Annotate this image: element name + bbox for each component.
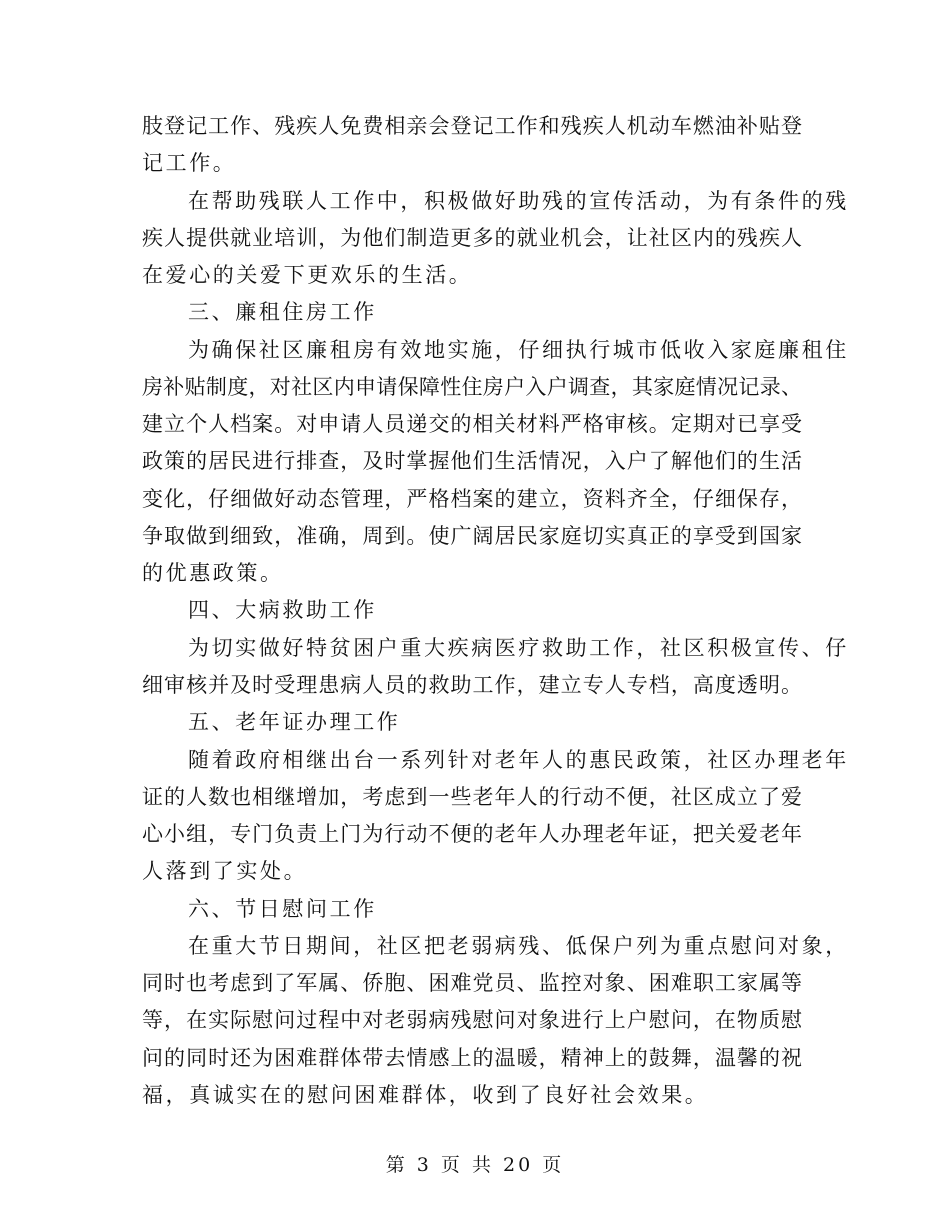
section-heading: 三、廉租住房工作	[188, 300, 377, 324]
paragraph-line: 在重大节日期间，社区把老弱病残、低保户列为重点慰问对象，	[188, 934, 849, 958]
paragraph-line: 房补贴制度，对社区内申请保障性住房户入户调查，其家庭情况记录、	[142, 375, 802, 399]
paragraph-line: 争取做到细致，准确，周到。使广阔居民家庭切实真正的享受到国家	[142, 524, 802, 548]
section-heading: 四、大病救助工作	[188, 598, 377, 622]
paragraph-line: 等，在实际慰问过程中对老弱病残慰问对象进行上户慰问，在物质慰	[142, 1008, 802, 1032]
paragraph-line: 随着政府相继出台一系列针对老年人的惠民政策，社区办理老年	[188, 748, 849, 772]
paragraph-line: 记工作。	[142, 151, 237, 175]
paragraph-line: 疾人提供就业培训，为他们制造更多的就业机会，让社区内的残疾人	[142, 226, 802, 250]
paragraph-line: 肢登记工作、残疾人免费相亲会登记工作和残疾人机动车燃油补贴登	[142, 114, 802, 138]
paragraph-line: 在帮助残联人工作中，积极做好助残的宣传活动，为有条件的残	[188, 189, 849, 213]
paragraph-line: 心小组，专门负责上门为行动不便的老年人办理老年证，把关爱老年	[142, 822, 802, 846]
paragraph-line: 同时也考虑到了军属、侨胞、困难党员、监控对象、困难职工家属等	[142, 971, 802, 995]
section-heading: 六、节日慰问工作	[188, 897, 377, 921]
paragraph-line: 在爱心的关爱下更欢乐的生活。	[142, 263, 473, 287]
paragraph-line: 为确保社区廉租房有效地实施，仔细执行城市低收入家庭廉租住	[188, 338, 849, 362]
page-number-footer: 第 3 页 共 20 页	[385, 1154, 565, 1176]
paragraph-line: 人落到了实处。	[142, 859, 308, 883]
paragraph-line: 细审核并及时受理患病人员的救助工作，建立专人专档，高度透明。	[142, 673, 802, 697]
paragraph-line: 变化，仔细做好动态管理，严格档案的建立，资料齐全，仔细保存，	[142, 487, 802, 511]
paragraph-line: 证的人数也相继增加，考虑到一些老年人的行动不便，社区成立了爱	[142, 785, 802, 809]
paragraph-line: 福，真诚实在的慰问困难群体，收到了良好社会效果。	[142, 1083, 709, 1107]
paragraph-line: 建立个人档案。对申请人员递交的相关材料严格审核。定期对已享受	[142, 412, 802, 436]
paragraph-line: 问的同时还为困难群体带去情感上的温暖，精神上的鼓舞，温馨的祝	[142, 1046, 802, 1070]
paragraph-line: 的优惠政策。	[142, 561, 284, 585]
paragraph-line: 政策的居民进行排查，及时掌握他们生活情况，入户了解他们的生活	[142, 449, 802, 473]
section-heading: 五、老年证办理工作	[188, 710, 401, 734]
paragraph-line: 为切实做好特贫困户重大疾病医疗救助工作，社区积极宣传、仔	[188, 636, 849, 660]
